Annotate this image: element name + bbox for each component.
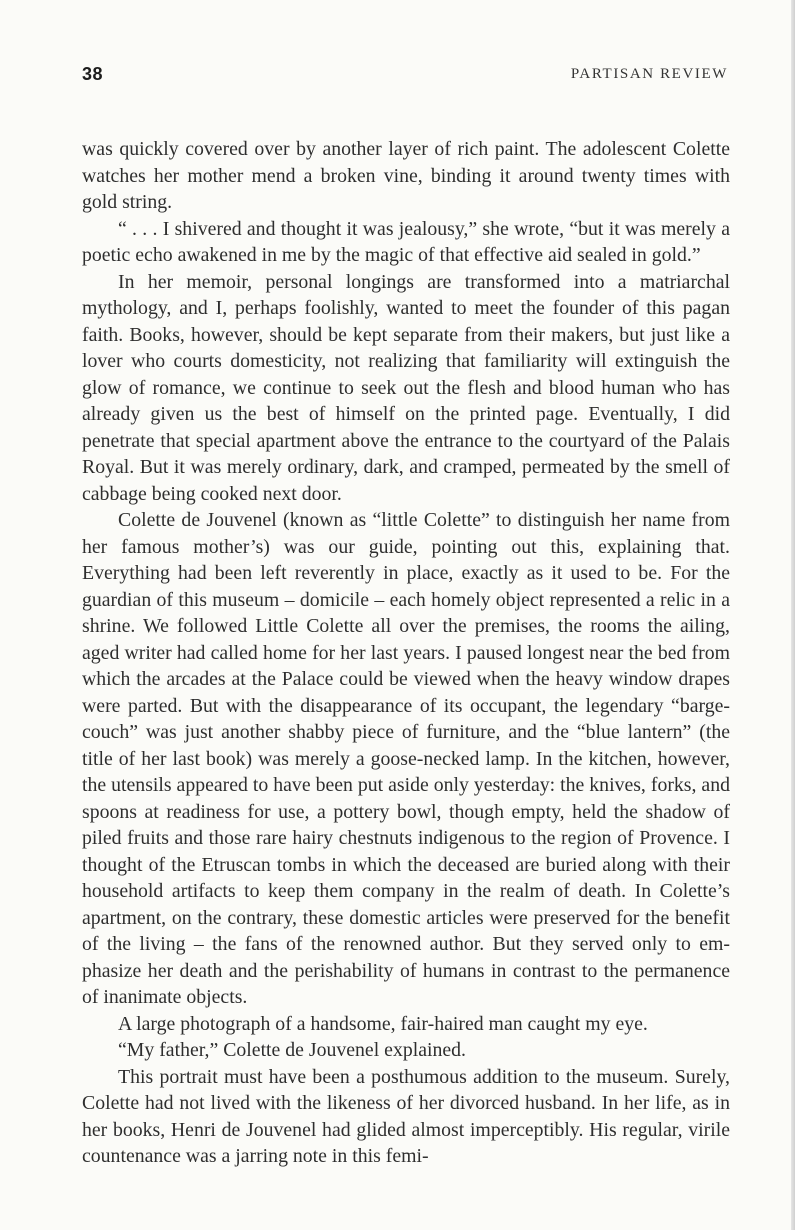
paragraph-memoir: In her memoir, personal longings are transformed into a matriarchal mythology, and I, perhaps foolishly, wanted to meet the founder of this pagan faith. Books, however, should be kept separate from their makers, but just like a lover who courts domesticity, not realizing that familiarity will extinguish the glow of romance, we continue to seek out the flesh and blood human who has already given us the best of himself on the printed page. Eventually, I did penetrate that special apartment above the entrance to the courtyard of the Palais Royal. But it was merely ordinary, dark, and cramped, permeated by the smell of cabbage being cooked next door. [82, 270, 730, 505]
page-number: 38 [82, 64, 104, 84]
paragraph-guide: Colette de Jouvenel (known as “little Colette” to distinguish her name from her famous mother’s) was our guide, pointing out this, explaining that. Everything had been left reverently in place, exactly as it used to be. For the guardian of this museum – domicile – each homely object represented a relic in a shrine. We followed Little Colette all over the premises, the rooms the ailing, aged writer had called home for her last years. I paused longest near the bed from which the arcades at the Palace could be viewed when the heavy window drapes were parted. But with the disappearance of its occupant, the legendary “barge-couch” was just another shabby piece of furniture, and the “blue lantern” (the title of her last book) was merely a goose-necked lamp. In the kitchen, however, the utensils appeared to have been put aside only yesterday: the knives, forks, and spoons at readiness for use, a pottery bowl, though empty, held the shadow of piled fruits and those rare hairy chestnuts indigenous to the region of Provence. I thought of the Etruscan tombs in which the deceased are buried along with their household artifacts to keep them company in the realm of death. In Colette’s apartment, on the contrary, these domestic articles were preserved for the benefit of the living – the fans of the renowned author. But they served only to emphasize her death and the perishability of humans in contrast to the permanence of inanimate objects. [82, 509, 730, 1008]
page-edge [791, 0, 795, 1230]
paragraph-continued: was quickly covered over by another layer of rich paint. The adolescent Colette watches her mother mend a broken vine, binding it around twenty times with gold string. [82, 138, 730, 213]
journal-title: PARTISAN REVIEW [570, 66, 728, 82]
running-header [82, 64, 728, 86]
paragraph-portrait: This portrait must have been a posthumous addition to the museum. Surely, Colette had not lived with the likeness of her divorced husband. In her life, as in her books, Henri de Jouvenel had glided almost imperceptibly. His regular, virile countenance was a jarring note in this femi- [82, 1065, 730, 1167]
paragraph-my-father: “My father,” Colette de Jouvenel explained. [118, 1039, 466, 1061]
body-text [82, 136, 730, 1170]
paragraph-photograph: A large photograph of a handsome, fair-haired man caught my eye. [118, 1012, 648, 1035]
paragraph-quote: “ . . . I shivered and thought it was jealousy,” she wrote, “but it was merely a poetic echo awakened in me by the magic of that effective aid sealed in gold.” [82, 217, 730, 266]
